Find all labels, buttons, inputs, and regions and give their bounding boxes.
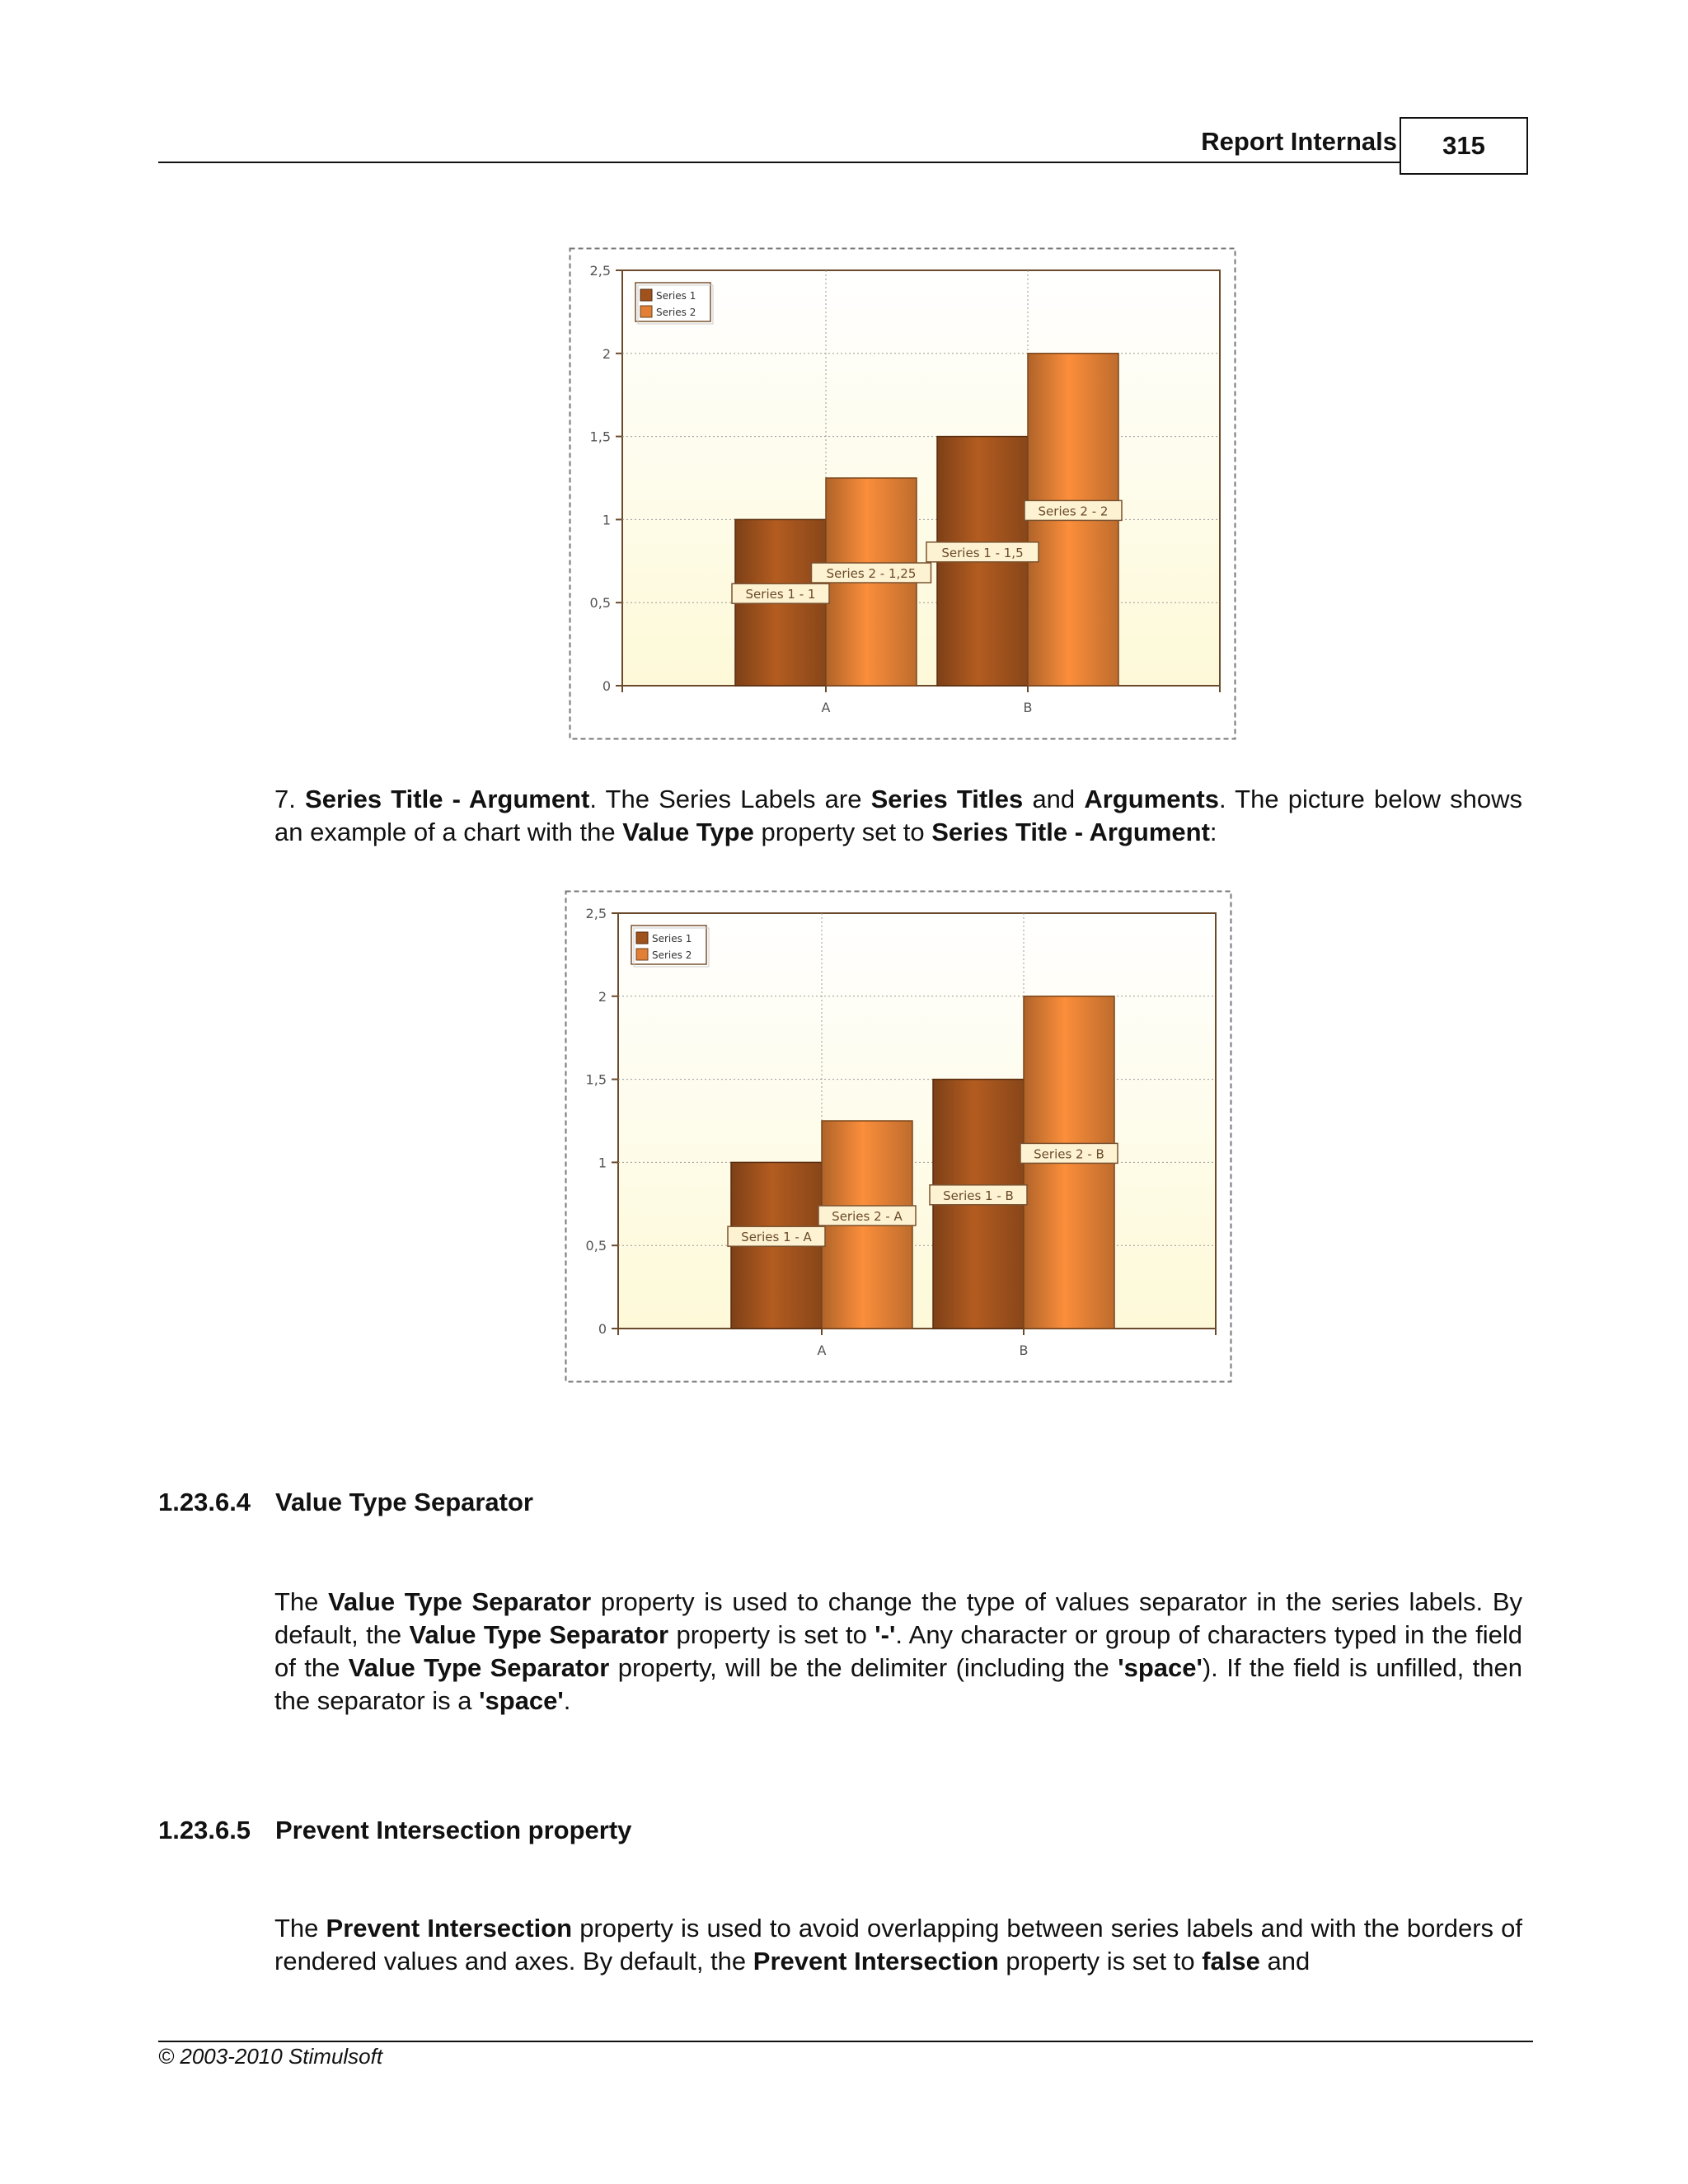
footer-rule: [158, 2041, 1533, 2042]
data-label-text: Series 2 - 1,25: [826, 566, 917, 581]
x-tick-label: A: [821, 700, 831, 715]
y-tick-label: 0: [602, 678, 611, 694]
sep-text-2: property is used to change the type of values separator in the series labels. By default, the: [274, 1587, 1522, 1649]
data-label-text: Series 1 - A: [741, 1230, 812, 1245]
chart-2: [565, 890, 1232, 1383]
sep-bold-5: 'space': [1118, 1653, 1203, 1682]
item-7-number: 7.: [274, 785, 296, 813]
section-heading-prevent-intersection: [158, 1816, 631, 1845]
data-label-text: Series 1 - B: [943, 1188, 1014, 1203]
data-label-text: Series 1 - 1,5: [941, 545, 1024, 560]
y-tick-label: 1,5: [585, 1071, 607, 1088]
item-7-text-1: . The Series Labels are: [589, 785, 871, 813]
x-tick-label: B: [1023, 700, 1033, 715]
plot-area: [618, 913, 1216, 1329]
x-tick-label: A: [817, 1343, 827, 1358]
data-label: [930, 1185, 1027, 1205]
sep-text-7: .: [563, 1686, 571, 1715]
data-label-text: Series 2 - 2: [1038, 504, 1109, 519]
legend-swatch: [640, 289, 652, 301]
sep-text-5: property, will be the delimiter (including the: [609, 1653, 1118, 1682]
header-rule: [158, 162, 1401, 163]
section-title: Prevent Intersection property: [275, 1816, 632, 1844]
item-7-text-4: property set to: [753, 818, 932, 846]
pi-bold-3: false: [1202, 1947, 1260, 1975]
item-7-paragraph: [274, 783, 1522, 849]
pi-text-4: and: [1259, 1947, 1311, 1975]
pi-text-3: property is set to: [998, 1947, 1203, 1975]
sep-text-3: property is set to: [668, 1620, 875, 1649]
section-heading-value-type-separator: [158, 1488, 533, 1517]
section-number: 1.23.6.4: [158, 1488, 251, 1516]
data-label: [728, 1226, 825, 1246]
chart-1: [569, 247, 1236, 740]
plot-area: [622, 270, 1220, 686]
running-header-title: Report Internals: [1201, 127, 1397, 156]
chart-2-svg: [565, 890, 1232, 1383]
pi-text-2: property is used to avoid overlapping between series labels and with the borders of rendered values and axes. By default, the: [274, 1914, 1522, 1975]
y-tick-label: 1: [602, 512, 611, 528]
y-tick-label: 1: [598, 1155, 607, 1171]
data-label: [812, 563, 931, 583]
data-label: [732, 583, 829, 603]
data-label: [926, 542, 1039, 562]
footer-copyright: © 2003-2010 Stimulsoft: [158, 2044, 383, 2069]
y-tick-label: 2,5: [589, 263, 611, 279]
y-tick-label: 0,5: [589, 595, 611, 612]
item-7-title: Series Title - Argument: [305, 785, 590, 813]
legend-label: Series 1: [652, 933, 692, 944]
item-7-bold-1: Series Titles: [870, 785, 1024, 813]
data-label: [1025, 500, 1122, 520]
sep-text-1: The: [274, 1587, 329, 1616]
section-number: 1.23.6.5: [158, 1816, 251, 1844]
data-label: [1020, 1143, 1118, 1163]
legend-label: Series 2: [656, 307, 696, 318]
data-label-text: Series 2 - B: [1034, 1146, 1104, 1162]
chart-1-svg: [569, 247, 1236, 740]
data-label: [818, 1206, 916, 1226]
value-type-separator-paragraph: [274, 1586, 1522, 1718]
y-tick-label: 0,5: [585, 1238, 607, 1254]
sep-bold-3: '-': [874, 1620, 896, 1649]
y-tick-label: 2,5: [585, 906, 607, 921]
legend: [631, 926, 709, 967]
x-tick-label: B: [1019, 1343, 1029, 1358]
legend-swatch: [640, 306, 652, 317]
item-7-text-2: and: [1023, 785, 1085, 813]
section-title: Value Type Separator: [275, 1488, 533, 1516]
sep-bold-4: Value Type Separator: [348, 1653, 610, 1682]
legend-label: Series 2: [652, 949, 692, 961]
item-7-text-5: :: [1209, 818, 1217, 846]
sep-text-6: ). If the field is unfilled, then the separator is a: [274, 1653, 1522, 1715]
item-7-bold-3: Value Type: [622, 818, 754, 846]
y-tick-label: 1,5: [589, 429, 611, 445]
y-tick-label: 0: [598, 1321, 607, 1337]
sep-text-4: . Any character or group of characters typed in the field of the: [274, 1620, 1523, 1682]
page-number: 315: [1400, 117, 1528, 175]
data-label-text: Series 1 - 1: [745, 587, 816, 602]
item-7-text-3: . The picture below shows an example of a chart with the: [274, 785, 1522, 846]
sep-bold-1: Value Type Separator: [328, 1587, 592, 1616]
pi-text-1: The: [274, 1914, 326, 1943]
y-tick-label: 2: [602, 345, 611, 362]
sep-bold-6: 'space': [479, 1686, 564, 1715]
data-label-text: Series 2 - A: [832, 1209, 903, 1224]
legend-swatch: [636, 949, 648, 960]
sep-bold-2: Value Type Separator: [409, 1620, 669, 1649]
legend-label: Series 1: [656, 290, 696, 302]
y-tick-label: 2: [598, 988, 607, 1005]
prevent-intersection-paragraph: [274, 1912, 1522, 1978]
pi-bold-2: Prevent Intersection: [753, 1947, 999, 1975]
legend-swatch: [636, 932, 648, 944]
legend: [635, 283, 713, 324]
pi-bold-1: Prevent Intersection: [326, 1914, 573, 1943]
item-7-bold-2: Arguments: [1084, 785, 1219, 813]
item-7-bold-4: Series Title - Argument: [931, 818, 1210, 846]
